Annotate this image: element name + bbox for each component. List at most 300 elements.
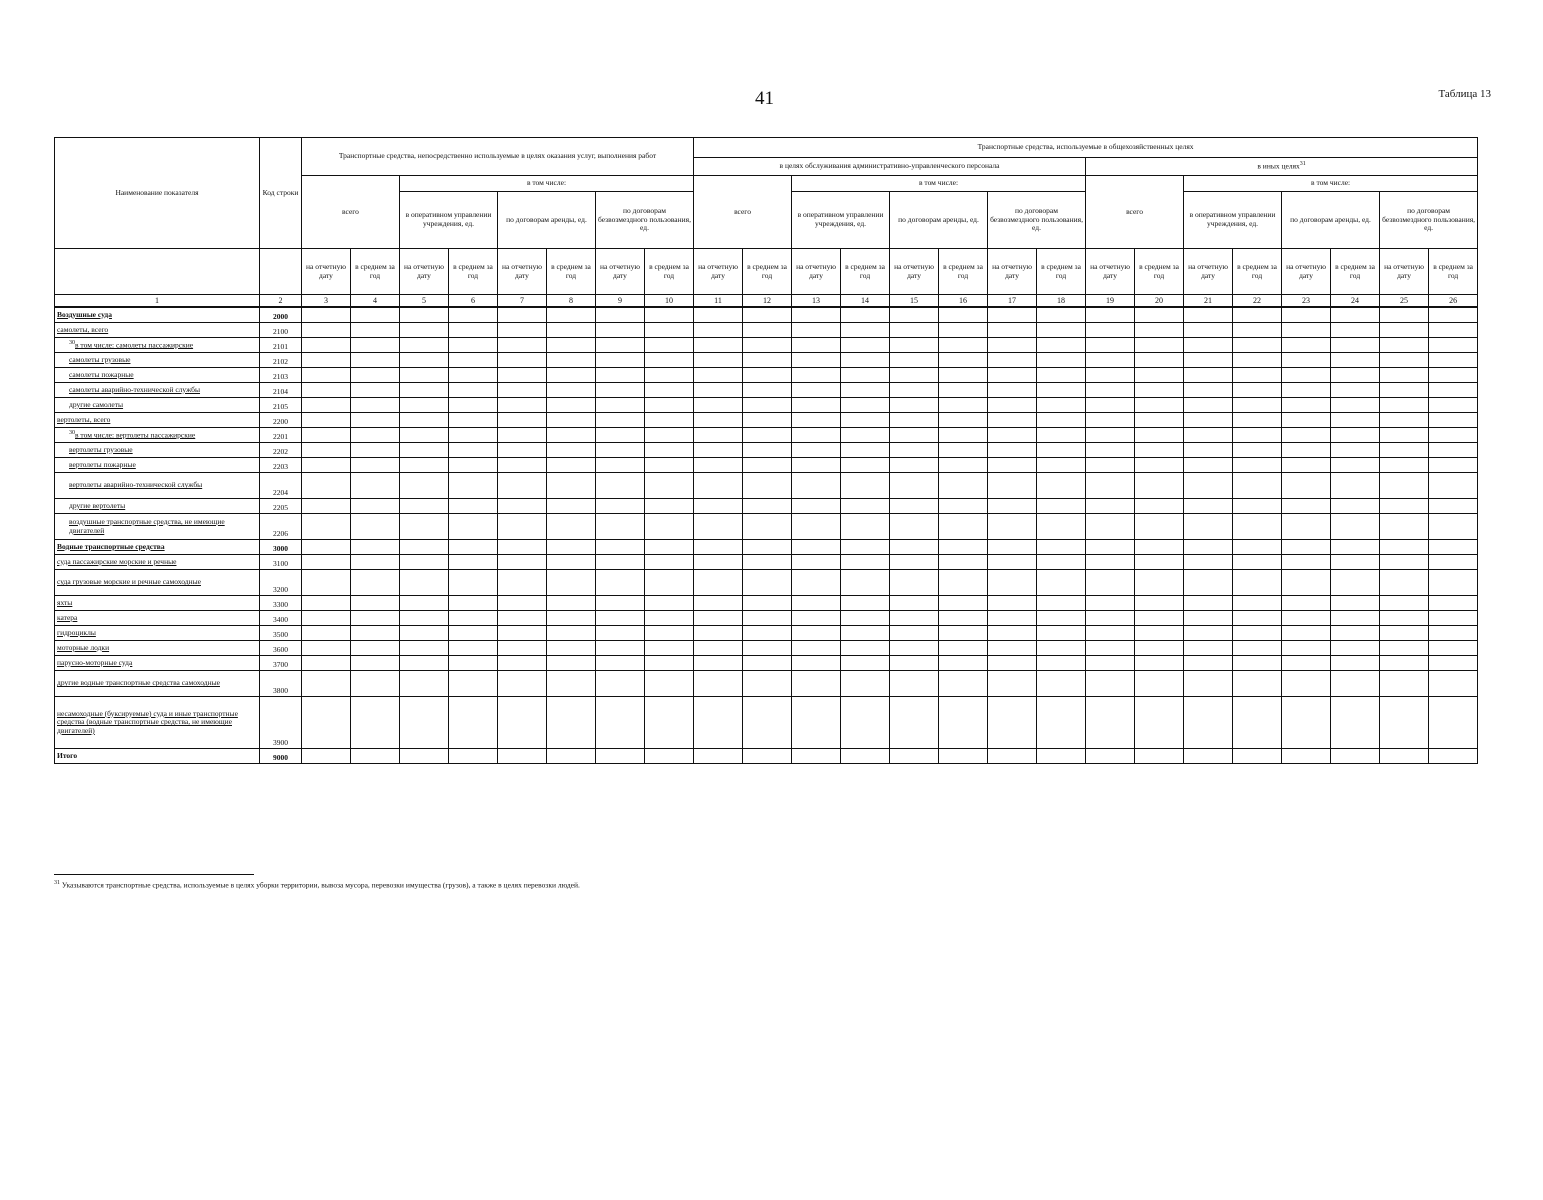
value-cell bbox=[1184, 570, 1233, 596]
row-name bbox=[55, 555, 260, 570]
value-cell bbox=[400, 323, 449, 338]
value-cell bbox=[1135, 611, 1184, 626]
row-code: 3000 bbox=[260, 540, 302, 555]
value-cell bbox=[1037, 499, 1086, 514]
value-cell bbox=[596, 626, 645, 641]
value-cell bbox=[743, 656, 792, 671]
header-avg: в среднем за год bbox=[1331, 249, 1380, 295]
value-cell bbox=[939, 499, 988, 514]
table-row bbox=[55, 368, 1478, 383]
header-avg: в среднем за год bbox=[449, 249, 498, 295]
value-cell bbox=[988, 383, 1037, 398]
value-cell bbox=[498, 323, 547, 338]
column-number: 23 bbox=[1282, 295, 1331, 308]
value-cell bbox=[988, 338, 1037, 353]
value-cell bbox=[1184, 307, 1233, 323]
table-row bbox=[55, 656, 1478, 671]
header-name: Наименование показателя bbox=[55, 138, 260, 249]
value-cell bbox=[1331, 307, 1380, 323]
value-cell bbox=[1233, 555, 1282, 570]
value-cell bbox=[1331, 458, 1380, 473]
value-cell bbox=[841, 555, 890, 570]
value-cell bbox=[645, 383, 694, 398]
value-cell bbox=[1380, 671, 1429, 697]
row-name bbox=[55, 323, 260, 338]
value-cell bbox=[939, 540, 988, 555]
value-cell bbox=[939, 338, 988, 353]
row-name bbox=[55, 413, 260, 428]
value-cell bbox=[1429, 368, 1478, 383]
value-cell bbox=[1184, 428, 1233, 443]
header-avg: в среднем за год bbox=[645, 249, 694, 295]
value-cell bbox=[841, 611, 890, 626]
value-cell bbox=[645, 353, 694, 368]
value-cell bbox=[1331, 540, 1380, 555]
table-row bbox=[55, 307, 1478, 323]
value-cell bbox=[449, 443, 498, 458]
value-cell bbox=[792, 473, 841, 499]
value-cell bbox=[302, 697, 351, 749]
value-cell bbox=[498, 353, 547, 368]
row-name-text: другие самолеты bbox=[69, 399, 124, 409]
value-cell bbox=[302, 596, 351, 611]
value-cell bbox=[400, 697, 449, 749]
value-cell bbox=[449, 398, 498, 413]
value-cell bbox=[596, 368, 645, 383]
value-cell bbox=[1086, 570, 1135, 596]
value-cell bbox=[988, 641, 1037, 656]
value-cell bbox=[743, 697, 792, 749]
value-cell bbox=[645, 323, 694, 338]
value-cell bbox=[645, 611, 694, 626]
header-avg: в среднем за год bbox=[841, 249, 890, 295]
value-cell bbox=[400, 443, 449, 458]
value-cell bbox=[890, 671, 939, 697]
row-code: 2101 bbox=[260, 338, 302, 353]
column-number: 2 bbox=[260, 295, 302, 308]
value-cell bbox=[988, 353, 1037, 368]
value-cell bbox=[645, 368, 694, 383]
row-name-text: воздушные транспортные средства, не имеющие двигателей bbox=[69, 516, 225, 535]
value-cell bbox=[743, 626, 792, 641]
value-cell bbox=[890, 499, 939, 514]
header-on-date: на отчетную дату bbox=[1282, 249, 1331, 295]
value-cell bbox=[1037, 383, 1086, 398]
value-cell bbox=[1233, 413, 1282, 428]
value-cell bbox=[547, 323, 596, 338]
header-free: по договорам безвозмездного пользования, ед. bbox=[596, 192, 694, 249]
value-cell bbox=[302, 398, 351, 413]
value-cell bbox=[1086, 499, 1135, 514]
table-row bbox=[55, 570, 1478, 596]
value-cell bbox=[743, 540, 792, 555]
header-oper: в оперативном управлении учреждения, ед. bbox=[792, 192, 890, 249]
value-cell bbox=[694, 428, 743, 443]
value-cell bbox=[988, 428, 1037, 443]
row-name bbox=[55, 626, 260, 641]
column-number: 11 bbox=[694, 295, 743, 308]
value-cell bbox=[1429, 323, 1478, 338]
value-cell bbox=[1184, 611, 1233, 626]
value-cell bbox=[792, 749, 841, 764]
value-cell bbox=[1135, 338, 1184, 353]
value-cell bbox=[1380, 749, 1429, 764]
value-cell bbox=[1282, 458, 1331, 473]
row-name-text: суда грузовые морские и речные самоходные bbox=[57, 577, 201, 587]
value-cell bbox=[302, 383, 351, 398]
row-name-text: другие водные транспортные средства самоходные bbox=[57, 678, 220, 688]
value-cell bbox=[1380, 596, 1429, 611]
value-cell bbox=[1331, 499, 1380, 514]
value-cell bbox=[400, 749, 449, 764]
value-cell bbox=[841, 353, 890, 368]
column-number: 25 bbox=[1380, 295, 1429, 308]
column-number: 3 bbox=[302, 295, 351, 308]
value-cell bbox=[1037, 697, 1086, 749]
value-cell bbox=[1331, 323, 1380, 338]
value-cell bbox=[1380, 323, 1429, 338]
value-cell bbox=[694, 458, 743, 473]
value-cell bbox=[1282, 338, 1331, 353]
value-cell bbox=[1331, 749, 1380, 764]
value-cell bbox=[302, 555, 351, 570]
value-cell bbox=[1331, 398, 1380, 413]
value-cell bbox=[1135, 641, 1184, 656]
column-number: 7 bbox=[498, 295, 547, 308]
header-on-date: на отчетную дату bbox=[890, 249, 939, 295]
value-cell bbox=[890, 413, 939, 428]
value-cell bbox=[1086, 626, 1135, 641]
value-cell bbox=[792, 626, 841, 641]
value-cell bbox=[449, 555, 498, 570]
value-cell bbox=[1135, 697, 1184, 749]
table-row bbox=[55, 514, 1478, 540]
value-cell bbox=[1429, 499, 1478, 514]
value-cell bbox=[351, 555, 400, 570]
value-cell bbox=[351, 749, 400, 764]
row-name bbox=[55, 540, 260, 555]
value-cell bbox=[939, 383, 988, 398]
value-cell bbox=[351, 368, 400, 383]
value-cell bbox=[743, 514, 792, 540]
value-cell bbox=[1331, 555, 1380, 570]
value-cell bbox=[939, 443, 988, 458]
value-cell bbox=[1380, 473, 1429, 499]
value-cell bbox=[302, 353, 351, 368]
table-row bbox=[55, 641, 1478, 656]
value-cell bbox=[351, 383, 400, 398]
header-sub-b2-note: 31 bbox=[1299, 161, 1306, 168]
value-cell bbox=[596, 641, 645, 656]
value-cell bbox=[792, 458, 841, 473]
value-cell bbox=[743, 499, 792, 514]
value-cell bbox=[1380, 458, 1429, 473]
value-cell bbox=[449, 413, 498, 428]
value-cell bbox=[498, 656, 547, 671]
value-cell bbox=[547, 749, 596, 764]
value-cell bbox=[351, 697, 400, 749]
column-number: 6 bbox=[449, 295, 498, 308]
value-cell bbox=[498, 697, 547, 749]
value-cell bbox=[498, 671, 547, 697]
value-cell bbox=[1233, 307, 1282, 323]
value-cell bbox=[351, 443, 400, 458]
value-cell bbox=[449, 383, 498, 398]
value-cell bbox=[1184, 596, 1233, 611]
row-code: 3500 bbox=[260, 626, 302, 641]
row-code: 2103 bbox=[260, 368, 302, 383]
value-cell bbox=[351, 338, 400, 353]
row-code: 2102 bbox=[260, 353, 302, 368]
row-name-text: самолеты пожарные bbox=[69, 369, 134, 379]
value-cell bbox=[890, 626, 939, 641]
value-cell bbox=[1184, 626, 1233, 641]
value-cell bbox=[449, 540, 498, 555]
value-cell bbox=[1380, 307, 1429, 323]
value-cell bbox=[1429, 671, 1478, 697]
value-cell bbox=[890, 353, 939, 368]
row-name-text: вертолеты, всего bbox=[57, 414, 111, 424]
value-cell bbox=[547, 499, 596, 514]
value-cell bbox=[988, 749, 1037, 764]
value-cell bbox=[890, 398, 939, 413]
value-cell bbox=[743, 555, 792, 570]
value-cell bbox=[645, 749, 694, 764]
header-incl: в том числе: bbox=[1184, 176, 1478, 192]
value-cell bbox=[645, 514, 694, 540]
row-name bbox=[55, 697, 260, 749]
row-name bbox=[55, 570, 260, 596]
value-cell bbox=[1380, 697, 1429, 749]
table-row bbox=[55, 338, 1478, 353]
value-cell bbox=[743, 368, 792, 383]
value-cell bbox=[743, 473, 792, 499]
value-cell bbox=[890, 458, 939, 473]
value-cell bbox=[596, 749, 645, 764]
value-cell bbox=[890, 749, 939, 764]
row-name bbox=[55, 611, 260, 626]
value-cell bbox=[547, 656, 596, 671]
value-cell bbox=[1282, 555, 1331, 570]
footnote-mark: 31 bbox=[54, 880, 60, 886]
value-cell bbox=[890, 555, 939, 570]
value-cell bbox=[694, 323, 743, 338]
value-cell bbox=[988, 307, 1037, 323]
value-cell bbox=[1429, 353, 1478, 368]
row-code: 9000 bbox=[260, 749, 302, 764]
value-cell bbox=[792, 555, 841, 570]
value-cell bbox=[1282, 307, 1331, 323]
value-cell bbox=[841, 596, 890, 611]
value-cell bbox=[841, 540, 890, 555]
header-group-b: Транспортные средства, используемые в общехозяйственных целях bbox=[694, 138, 1478, 158]
value-cell bbox=[1429, 473, 1478, 499]
value-cell bbox=[449, 641, 498, 656]
value-cell bbox=[939, 398, 988, 413]
value-cell bbox=[1086, 458, 1135, 473]
row-name bbox=[55, 596, 260, 611]
value-cell bbox=[841, 570, 890, 596]
value-cell bbox=[645, 540, 694, 555]
value-cell bbox=[596, 307, 645, 323]
value-cell bbox=[498, 307, 547, 323]
value-cell bbox=[1086, 368, 1135, 383]
value-cell bbox=[743, 307, 792, 323]
value-cell bbox=[890, 368, 939, 383]
value-cell bbox=[547, 596, 596, 611]
row-name-text: Воздушные суда bbox=[57, 309, 112, 319]
value-cell bbox=[792, 540, 841, 555]
value-cell bbox=[351, 307, 400, 323]
value-cell bbox=[1086, 443, 1135, 458]
value-cell bbox=[743, 596, 792, 611]
value-cell bbox=[1233, 611, 1282, 626]
value-cell bbox=[841, 443, 890, 458]
value-cell bbox=[498, 514, 547, 540]
table-row bbox=[55, 383, 1478, 398]
value-cell bbox=[1037, 428, 1086, 443]
value-cell bbox=[596, 473, 645, 499]
row-name-text: моторные лодки bbox=[57, 642, 110, 652]
value-cell bbox=[1135, 540, 1184, 555]
row-name-text: яхты bbox=[57, 597, 73, 607]
value-cell bbox=[1380, 656, 1429, 671]
value-cell bbox=[890, 697, 939, 749]
value-cell bbox=[547, 555, 596, 570]
value-cell bbox=[1380, 641, 1429, 656]
value-cell bbox=[694, 641, 743, 656]
value-cell bbox=[1380, 353, 1429, 368]
value-cell bbox=[1086, 514, 1135, 540]
value-cell bbox=[988, 499, 1037, 514]
value-cell bbox=[890, 323, 939, 338]
value-cell bbox=[1282, 540, 1331, 555]
value-cell bbox=[400, 383, 449, 398]
value-cell bbox=[694, 514, 743, 540]
value-cell bbox=[1331, 596, 1380, 611]
value-cell bbox=[498, 570, 547, 596]
header-incl: в том числе: bbox=[792, 176, 1086, 192]
header-on-date: на отчетную дату bbox=[302, 249, 351, 295]
value-cell bbox=[1086, 641, 1135, 656]
value-cell bbox=[498, 428, 547, 443]
value-cell bbox=[694, 626, 743, 641]
value-cell bbox=[400, 428, 449, 443]
value-cell bbox=[841, 338, 890, 353]
table-row bbox=[55, 671, 1478, 697]
value-cell bbox=[1086, 383, 1135, 398]
value-cell bbox=[1135, 499, 1184, 514]
value-cell bbox=[743, 413, 792, 428]
value-cell bbox=[939, 514, 988, 540]
table-row bbox=[55, 697, 1478, 749]
value-cell bbox=[1037, 398, 1086, 413]
column-number: 14 bbox=[841, 295, 890, 308]
value-cell bbox=[988, 611, 1037, 626]
value-cell bbox=[1037, 458, 1086, 473]
row-name bbox=[55, 368, 260, 383]
value-cell bbox=[890, 338, 939, 353]
value-cell bbox=[498, 458, 547, 473]
value-cell bbox=[1282, 596, 1331, 611]
value-cell bbox=[890, 540, 939, 555]
value-cell bbox=[596, 611, 645, 626]
value-cell bbox=[449, 307, 498, 323]
value-cell bbox=[596, 570, 645, 596]
table-row bbox=[55, 473, 1478, 499]
value-cell bbox=[1429, 514, 1478, 540]
value-cell bbox=[792, 611, 841, 626]
column-number: 15 bbox=[890, 295, 939, 308]
footnote bbox=[54, 880, 580, 890]
row-name bbox=[55, 473, 260, 499]
value-cell bbox=[1380, 555, 1429, 570]
value-cell bbox=[1037, 368, 1086, 383]
value-cell bbox=[1184, 514, 1233, 540]
value-cell bbox=[1233, 697, 1282, 749]
value-cell bbox=[1135, 596, 1184, 611]
value-cell bbox=[498, 413, 547, 428]
value-cell bbox=[1380, 338, 1429, 353]
value-cell bbox=[792, 671, 841, 697]
value-cell bbox=[449, 323, 498, 338]
header-oper: в оперативном управлении учреждения, ед. bbox=[1184, 192, 1282, 249]
value-cell bbox=[694, 338, 743, 353]
value-cell bbox=[1380, 514, 1429, 540]
table-row bbox=[55, 611, 1478, 626]
column-number: 19 bbox=[1086, 295, 1135, 308]
value-cell bbox=[449, 514, 498, 540]
value-cell bbox=[1135, 368, 1184, 383]
value-cell bbox=[596, 596, 645, 611]
value-cell bbox=[1282, 611, 1331, 626]
value-cell bbox=[645, 443, 694, 458]
value-cell bbox=[841, 697, 890, 749]
value-cell bbox=[988, 473, 1037, 499]
table-row bbox=[55, 323, 1478, 338]
value-cell bbox=[400, 458, 449, 473]
value-cell bbox=[1086, 656, 1135, 671]
value-cell bbox=[1331, 443, 1380, 458]
value-cell bbox=[1184, 353, 1233, 368]
value-cell bbox=[1429, 443, 1478, 458]
value-cell bbox=[1037, 626, 1086, 641]
value-cell bbox=[547, 458, 596, 473]
value-cell bbox=[596, 697, 645, 749]
value-cell bbox=[1380, 570, 1429, 596]
value-cell bbox=[1184, 338, 1233, 353]
value-cell bbox=[1429, 398, 1478, 413]
value-cell bbox=[547, 671, 596, 697]
column-number: 21 bbox=[1184, 295, 1233, 308]
value-cell bbox=[1331, 383, 1380, 398]
value-cell bbox=[1233, 514, 1282, 540]
value-cell bbox=[1037, 353, 1086, 368]
value-cell bbox=[1282, 323, 1331, 338]
header-on-date: на отчетную дату bbox=[988, 249, 1037, 295]
value-cell bbox=[694, 656, 743, 671]
value-cell bbox=[1233, 383, 1282, 398]
value-cell bbox=[1233, 626, 1282, 641]
value-cell bbox=[400, 540, 449, 555]
value-cell bbox=[645, 671, 694, 697]
value-cell bbox=[547, 368, 596, 383]
value-cell bbox=[1135, 656, 1184, 671]
value-cell bbox=[449, 626, 498, 641]
footnote-text: Указываются транспортные средства, используемые в целях уборки территории, вывоза мусора, перевозки имущества (грузов), а также в целях перевозки людей. bbox=[61, 880, 580, 890]
row-name bbox=[55, 641, 260, 656]
value-cell bbox=[1184, 458, 1233, 473]
